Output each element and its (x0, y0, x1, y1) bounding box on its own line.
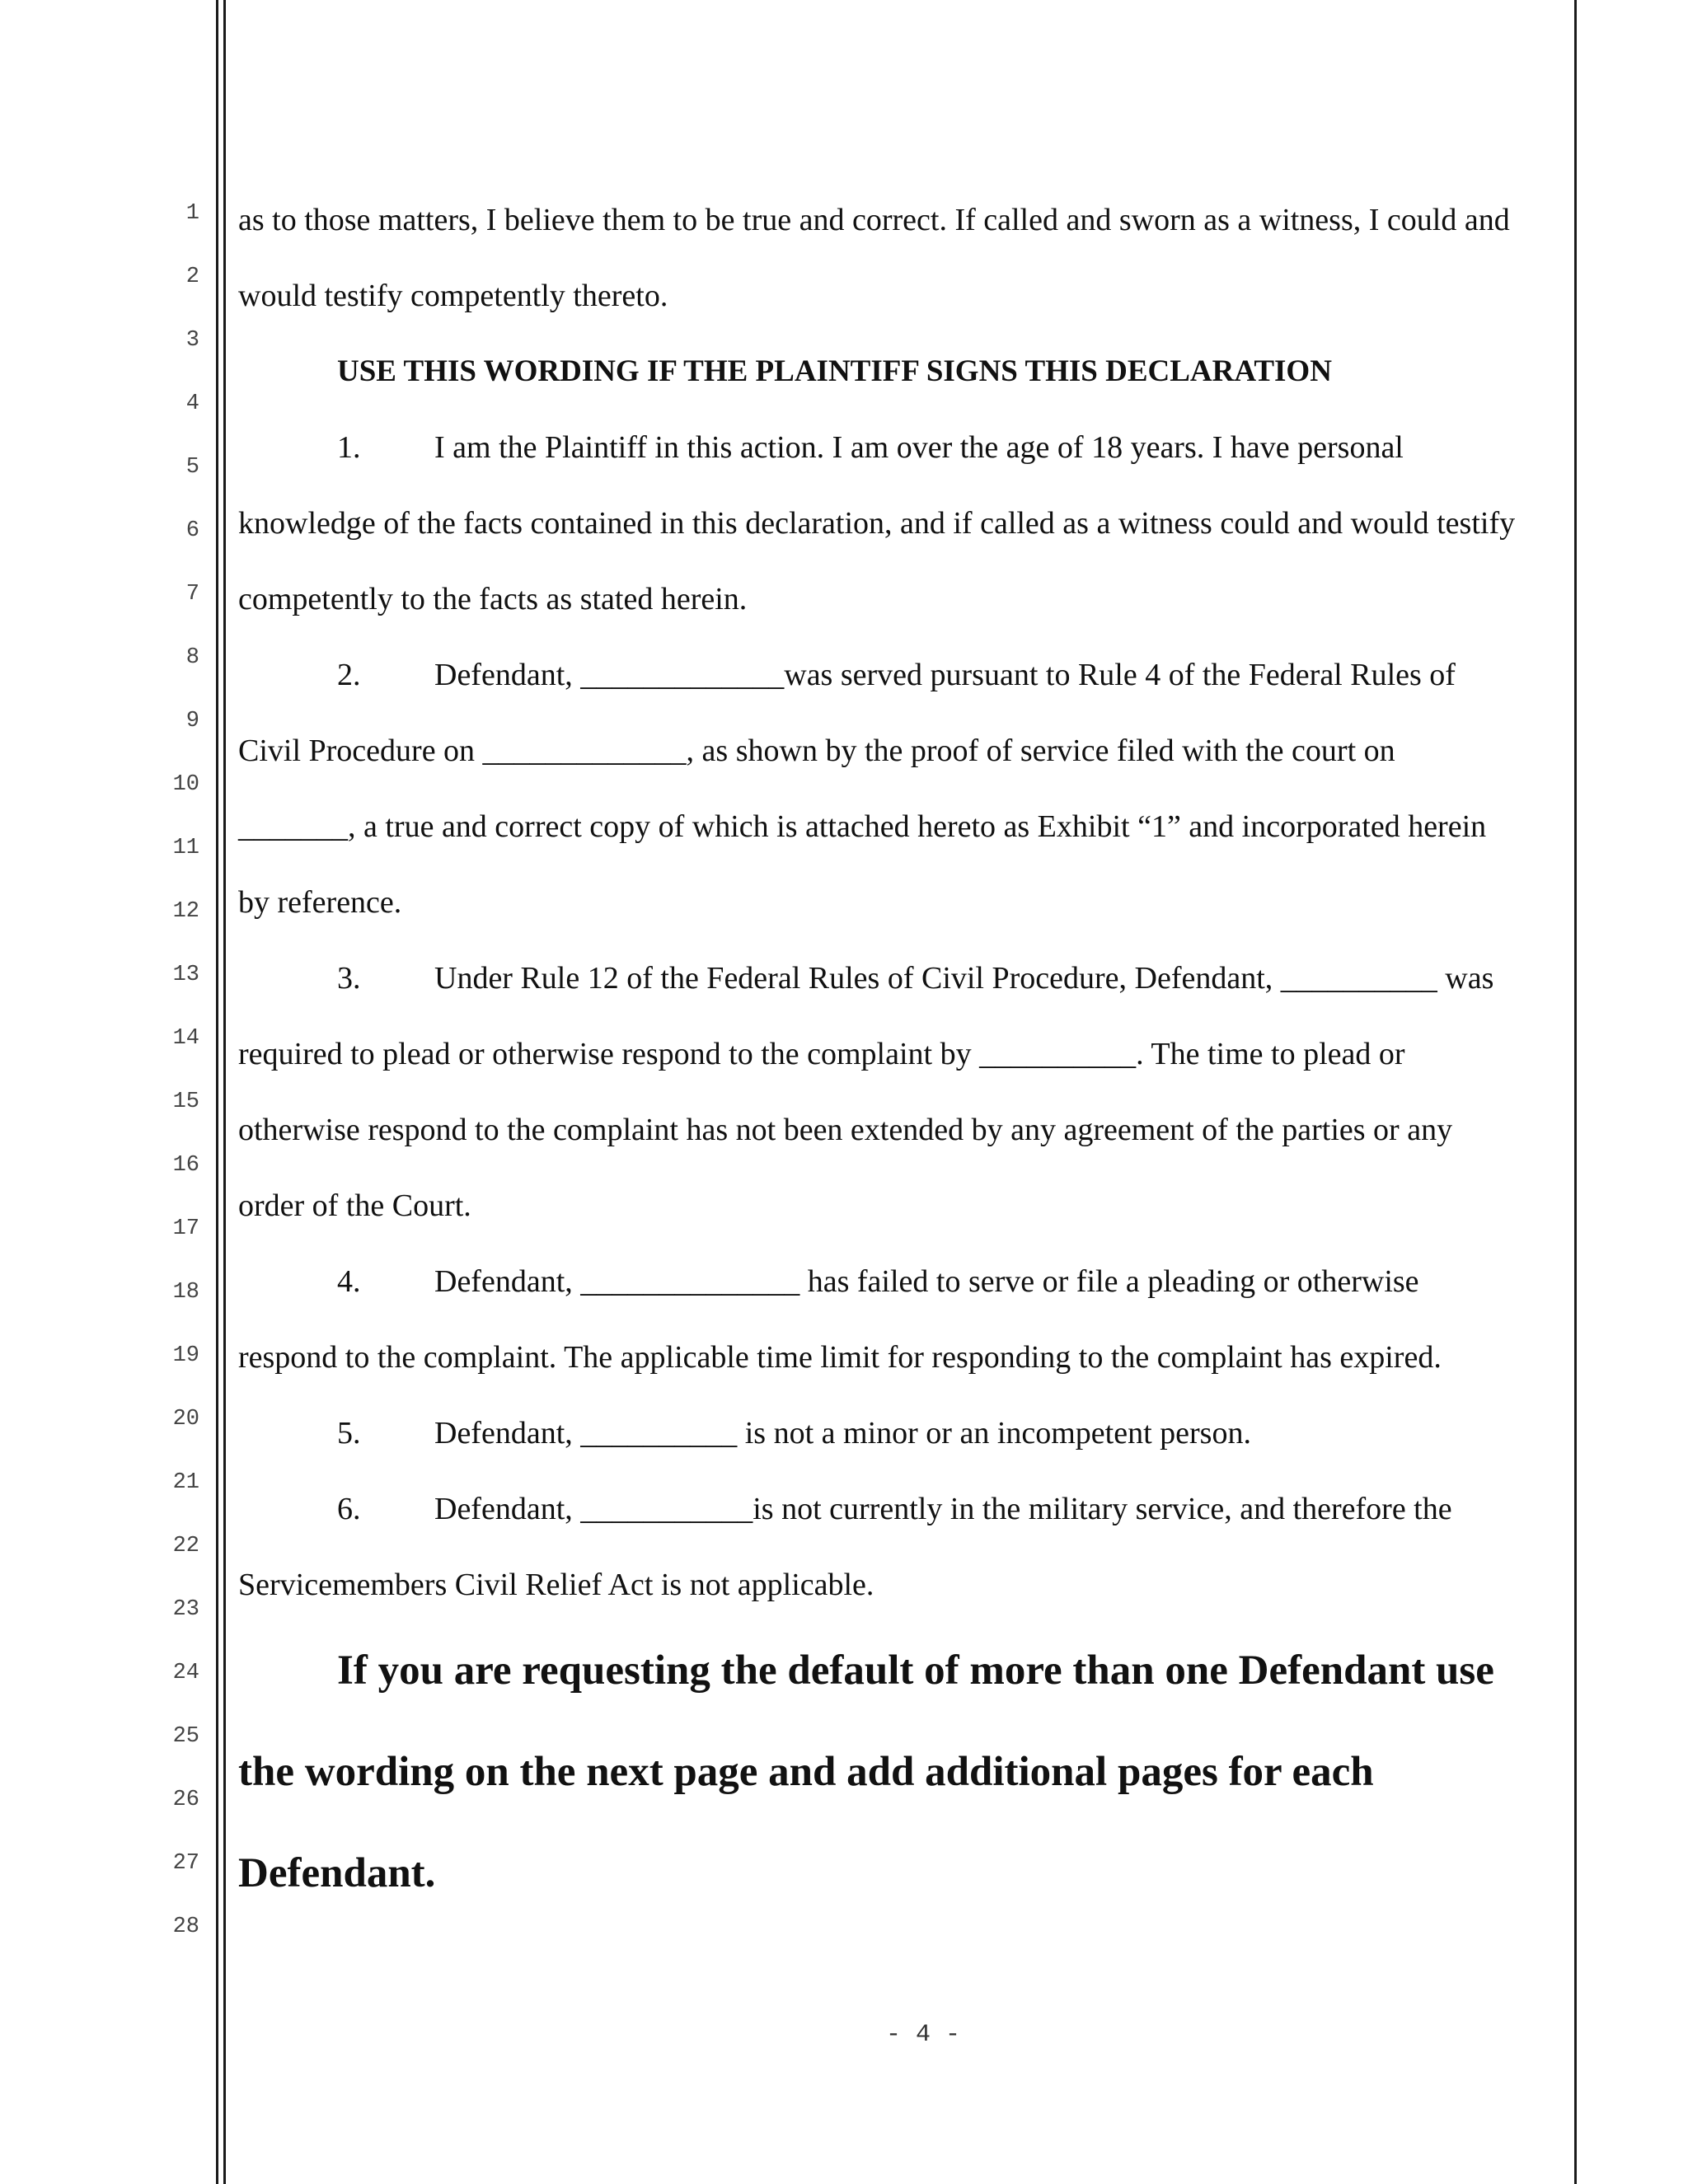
line-number: 26 (172, 1788, 199, 1812)
text-line: respond to the complaint. The applicable time limit for responding to the complaint has expired. (238, 1340, 1442, 1375)
paragraph-6-first-line (337, 1493, 1676, 1525)
line-number: 15 (172, 1090, 199, 1114)
line-number: 18 (172, 1280, 199, 1305)
line-number: 25 (172, 1724, 199, 1749)
text-line: as to those matters, I believe them to be true and correct. If called and sworn as a witness, I could and (238, 203, 1510, 237)
text-line: Servicemembers Civil Relief Act is not applicable. (238, 1568, 874, 1602)
line-number: 17 (172, 1216, 199, 1241)
text-line: order of the Court. (238, 1188, 471, 1223)
paragraph-text: Defendant, ______________ has failed to serve or file a pleading or otherwise (434, 1264, 1419, 1299)
paragraph-number: 6. (337, 1492, 361, 1526)
text-line: knowledge of the facts contained in this declaration, and if called as a witness could and would testify (238, 506, 1516, 541)
paragraph-number: 3. (337, 961, 361, 996)
line-number: 22 (172, 1534, 199, 1558)
line-number: 10 (172, 772, 199, 797)
paragraph-3-first-line (337, 963, 1676, 994)
line-number: 13 (172, 963, 199, 987)
line-number: 14 (172, 1026, 199, 1051)
line-number: 28 (172, 1915, 199, 1939)
line-number: 11 (172, 836, 199, 860)
text-line: would testify competently thereto. (238, 279, 668, 313)
paragraph-text: Defendant, __________ is not a minor or an incompetent person. (434, 1416, 1251, 1451)
line-number: 8 (185, 645, 199, 670)
paragraph-4-first-line (337, 1266, 1676, 1297)
line-number: 9 (185, 709, 199, 733)
line-number: 12 (172, 899, 199, 924)
paragraph-text: I am the Plaintiff in this action. I am over the age of 18 years. I have personal (434, 430, 1404, 465)
line-number: 27 (172, 1851, 199, 1876)
right-margin-rule (1574, 0, 1577, 2184)
line-number: 4 (185, 391, 199, 416)
text-line: by reference. (238, 885, 402, 920)
line-number: 3 (185, 328, 199, 353)
text-line: required to plead or otherwise respond to the complaint by __________. The time to plead or (238, 1037, 1405, 1071)
instruction-line-2: the wording on the next page and add additional pages for each (238, 1749, 1374, 1795)
paragraph-number: 1. (337, 430, 361, 465)
paragraph-1-first-line (337, 432, 1676, 463)
text-line: otherwise respond to the complaint has not been extended by any agreement of the parties or any (238, 1113, 1453, 1147)
line-number: 7 (185, 582, 199, 607)
instruction-line-3: Defendant. (238, 1850, 436, 1896)
left-margin-rule-outer (216, 0, 218, 2184)
line-number: 5 (185, 455, 199, 480)
paragraph-number: 2. (337, 658, 361, 692)
paragraph-5-line (337, 1418, 1676, 1449)
instruction-line-1: If you are requesting the default of more than one Defendant use (337, 1647, 1494, 1694)
line-number: 20 (172, 1407, 199, 1432)
line-number: 2 (185, 265, 199, 289)
paragraph-2-first-line (337, 659, 1676, 691)
left-margin-rule-inner (223, 0, 226, 2184)
page-number: - 4 - (885, 2021, 960, 2049)
line-number: 16 (172, 1153, 199, 1178)
paragraph-text: Under Rule 12 of the Federal Rules of Civil Procedure, Defendant, __________ was (434, 961, 1494, 996)
text-line: Civil Procedure on _____________, as shown by the proof of service filed with the court on (238, 733, 1395, 768)
line-number: 23 (172, 1597, 199, 1622)
paragraph-number: 5. (337, 1416, 361, 1451)
paragraph-number: 4. (337, 1264, 361, 1299)
paragraph-text: Defendant, ___________is not currently in the military service, and therefore the (434, 1492, 1452, 1526)
line-number: 1 (185, 201, 199, 226)
line-number: 24 (172, 1661, 199, 1685)
section-heading: USE THIS WORDING IF THE PLAINTIFF SIGNS THIS DECLARATION (337, 354, 1332, 388)
line-number: 21 (172, 1470, 199, 1495)
paragraph-text: Defendant, _____________was served pursuant to Rule 4 of the Federal Rules of (434, 658, 1456, 692)
line-number: 19 (172, 1343, 199, 1368)
text-line: competently to the facts as stated herein. (238, 582, 748, 616)
line-number: 6 (185, 518, 199, 543)
text-line: _______, a true and correct copy of which is attached hereto as Exhibit “1” and incorporated herein (238, 809, 1487, 844)
